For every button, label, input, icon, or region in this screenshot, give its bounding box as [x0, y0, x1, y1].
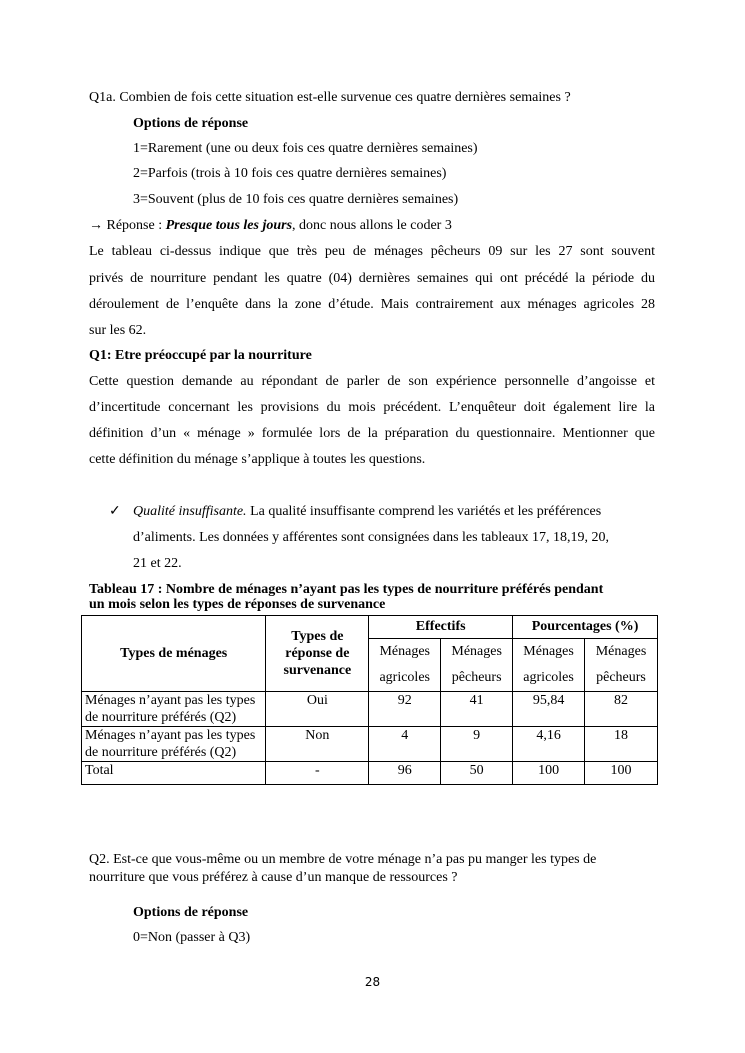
- cell-eff-pech: 41: [441, 692, 513, 727]
- q1-line: d’incertitude concernant les provisions du mois précédent. L’enquêteur doit également lire la: [89, 400, 655, 415]
- cell-reponse: Oui: [266, 692, 369, 727]
- header-types-menages: Types de ménages: [82, 616, 266, 692]
- header-pourcentages: Pourcentages (%): [513, 616, 658, 639]
- cell-type: Ménages n’ayant pas les types de nourriture préférés (Q2): [82, 727, 266, 762]
- q1-line: définition d’un « ménage » formulée lors de la préparation du questionnaire. Mentionner que: [89, 426, 655, 441]
- para1-line: Le tableau ci-dessus indique que très peu de ménages pêcheurs 09 sur les 27 sont souvent: [89, 244, 655, 259]
- table17: [81, 615, 658, 785]
- q1a-question: Q1a. Combien de fois cette situation est-elle survenue ces quatre dernières semaines ?: [89, 90, 571, 105]
- cell-eff-agr: 96: [369, 762, 441, 785]
- q2-option-0: 0=Non (passer à Q3): [133, 930, 251, 945]
- cell-pct-pech: 18: [585, 727, 658, 762]
- q1a-option-1: 1=Rarement (une ou deux fois ces quatre dernières semaines): [133, 141, 478, 156]
- cell-pct-agr: 95,84: [513, 692, 585, 727]
- para1-line: déroulement de l’enquête dans la zone d’étude. Mais contrairement aux ménages agricoles 28: [89, 297, 655, 312]
- cell-eff-pech: 9: [441, 727, 513, 762]
- table-row: [82, 727, 658, 762]
- header-sub-pecheurs: pêcheurs: [585, 665, 658, 692]
- q1-line: cette définition du ménage s’applique à toutes les questions.: [89, 452, 426, 467]
- cell-reponse: -: [266, 762, 369, 785]
- q2-line-1: Q2. Est-ce que vous-même ou un membre de votre ménage n’a pas pu manger les types de: [89, 852, 597, 867]
- bullet-line-3: 21 et 22.: [133, 556, 182, 571]
- cell-type: Total: [82, 762, 266, 785]
- cell-reponse: Non: [266, 727, 369, 762]
- header-sub-menages: Ménages: [513, 639, 585, 666]
- para1-line: sur les 62.: [89, 323, 147, 338]
- q2-line-2: nourriture que vous préférez à cause d’un manque de ressources ?: [89, 870, 458, 885]
- table-row: [82, 692, 658, 727]
- para1-line: privés de nourriture pendant les quatre (04) dernières semaines qui ont précédé la période du: [89, 271, 655, 286]
- cell-pct-agr: 100: [513, 762, 585, 785]
- cell-pct-pech: 100: [585, 762, 658, 785]
- header-sub-agricoles: agricoles: [513, 665, 585, 692]
- table17-caption: Tableau 17 : Nombre de ménages n’ayant pas les types de nourriture préférés pendant un mois selon les types de réponses de survenance: [89, 582, 604, 612]
- header-sub-menages: Ménages: [369, 639, 441, 666]
- q1-heading: Q1: Etre préoccupé par la nourriture: [89, 348, 312, 363]
- bullet-line-2: d’aliments. Les données y afférentes sont consignées dans les tableaux 17, 18,19, 20,: [133, 530, 610, 545]
- cell-pct-pech: 82: [585, 692, 658, 727]
- q2-options-title: Options de réponse: [133, 905, 249, 920]
- cell-pct-agr: 4,16: [513, 727, 585, 762]
- q1a-option-2: 2=Parfois (trois à 10 fois ces quatre dernières semaines): [133, 166, 447, 181]
- header-sub-menages: Ménages: [441, 639, 513, 666]
- header-sub-pecheurs: pêcheurs: [441, 665, 513, 692]
- cell-eff-agr: 92: [369, 692, 441, 727]
- table-row: [82, 762, 658, 785]
- cell-eff-agr: 4: [369, 727, 441, 762]
- header-effectifs: Effectifs: [369, 616, 513, 639]
- q1a-options-title: Options de réponse: [133, 116, 249, 131]
- q1a-option-3: 3=Souvent (plus de 10 fois ces quatre dernières semaines): [133, 192, 459, 207]
- q1a-answer: → Réponse : Presque tous les jours, donc nous allons le coder 3: [89, 218, 452, 233]
- bullet-line-1: Qualité insuffisante. La qualité insuffisante comprend les variétés et les préférences: [133, 504, 602, 519]
- checkmark-icon: ✓: [109, 504, 121, 519]
- header-types-reponse: Types de réponse de survenance: [266, 616, 369, 692]
- arrow-right-icon: →: [89, 218, 103, 233]
- header-sub-menages: Ménages: [585, 639, 658, 666]
- cell-type: Ménages n’ayant pas les types de nourriture préférés (Q2): [82, 692, 266, 727]
- cell-eff-pech: 50: [441, 762, 513, 785]
- header-sub-agricoles: agricoles: [369, 665, 441, 692]
- q1-line: Cette question demande au répondant de parler de son expérience personnelle d’angoisse et: [89, 374, 655, 389]
- page-number: 28: [364, 975, 381, 989]
